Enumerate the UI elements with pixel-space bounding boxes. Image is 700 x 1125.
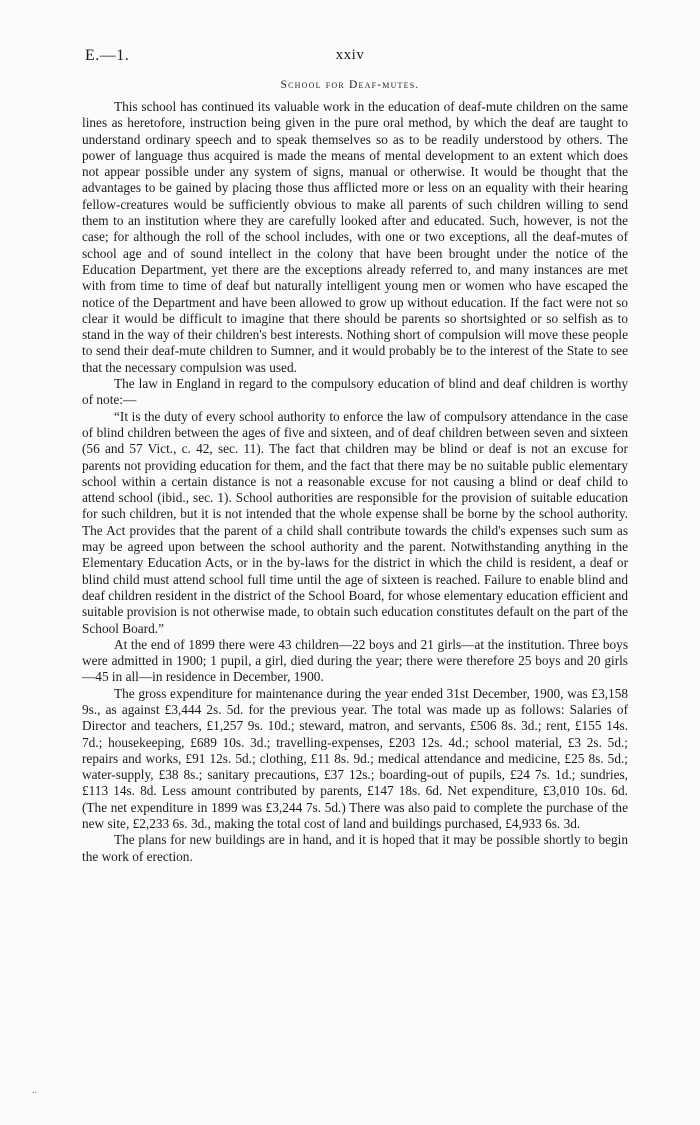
paragraph-attendance: At the end of 1899 there were 43 children—22 boys and 21 girls—at the institution. Three boys were admitted in 1900; 1 pupil, a girl, died during the year; there were therefore 25 boys and 20 girls—45 in all—in residence in December, 1900. <box>82 636 628 685</box>
page-number: xxiv <box>335 47 365 63</box>
paragraph-expenditure: The gross expenditure for maintenance during the year ended 31st December, 1900, was £3,158 9s., as against £3,444 2s. 5d. for the previous year. The total was made up as follows: Salaries of Director and teachers, £1,257 9s. 10d.; steward, matron, and servants, £506 8s. 3d.; rent, £155 14s. 7d.; housekeeping, £689 10s. 3d.; travelling-expenses, £203 12s. 4d.; school material, £3 2s. 5d.; repairs and works, £91 12s. 5d.; clothing, £11 8s. 9d.; medical attendance and medicine, £25 8s. 5d.; water-supply, £38 8s.; sanitary precautions, £37 12s.; boarding-out of pupils, £24 7s. 1d.; sundries, £113 14s. 8d. Less amount contributed by parents, £147 18s. 6d. Net expenditure, £3,010 10s. 6d. (The net expenditure in 1899 was £3,244 7s. 5d.) There was also paid to complete the purchase of the new site, £2,233 6s. 3d., making the total cost of land and buildings purchased, £4,933 6s. 3d. <box>82 685 628 832</box>
paragraph-buildings: The plans for new buildings are in hand, and it is hoped that it may be possible shortly to begin the work of erection. <box>82 832 628 864</box>
paragraph-law-quote: “It is the duty of every school authority to enforce the law of compulsory attendance in the case of blind children between the ages of five and sixteen, and of deaf children between seven and sixteen (56 and 57 Vict., c. 42, sec. 11). The fact that children may be blind or deaf is not an excuse for parents not providing education for them, and the fact that there may be no suitable public elementary school within a certain distance is not a reasonable excuse for not causing a blind or deaf child to attend school (ibid., sec. 1). School authorities are responsible for the provision of suitable education for such children, but it is not intended that the whole expense shall be borne by the school authority. The Act provides that the parent of a child shall contribute towards the child's expenses such sum as may be agreed upon between the school authority and the parent. Notwithstanding anything in the Elementary Education Acts, or in the by-laws for the district in which the child is resident, a deaf or blind child must attend school full time until the age of sixteen is reached. Failure to enable blind and deaf children resident in the district of the School Board, for whose elementary education efficient and suitable provision is not otherwise made, to obtain such education constitutes default on the part of the School Board.” <box>82 408 628 636</box>
paragraph-introduction: This school has continued its valuable work in the education of deaf-mute children on the same lines as heretofore, instruction being given in the pure oral method, by which the deaf are taught to understand ordinary speech and to speak themselves so as to be readily understood by others. The power of language thus acquired is made the means of mental development to an extent which does not appear possible under any system of signs, manual or otherwise. It would be thought that the advantages to be gained by placing those thus afflicted more or less on an equality with their hearing fellow-creatures would be sufficiently obvious to make all parents of such children willing to send them to an institution where they are carefully looked after and educated. Such, however, is not the case; for although the roll of the school includes, with one or two exceptions, all the deaf-mutes of school age and of sound intellect in the colony that have been brought under the notice of the Education Department, yet there are the exceptions already referred to, and many instances are met with from time to time of deaf but naturally intelligent young men or women who have escaped the notice of the Department and have been allowed to grow up without education. If the fact were not so clear it would be difficult to imagine that there should be parents so shortsighted or so selfish as to stand in the way of their children's best interests. Nothing short of compulsion will move these people to send their deaf-mute children to Sumner, and it would probably be to the interest of the State to see that the necessary compulsion was used. <box>82 99 628 375</box>
report-code: E.—1. <box>85 47 130 64</box>
body-text <box>82 99 628 865</box>
paragraph-law-intro: The law in England in regard to the compulsory education of blind and deaf children is worthy of note:— <box>82 376 628 408</box>
margin-mark: .. <box>32 1085 37 1096</box>
section-title: School for Deaf-mutes. <box>280 79 420 91</box>
